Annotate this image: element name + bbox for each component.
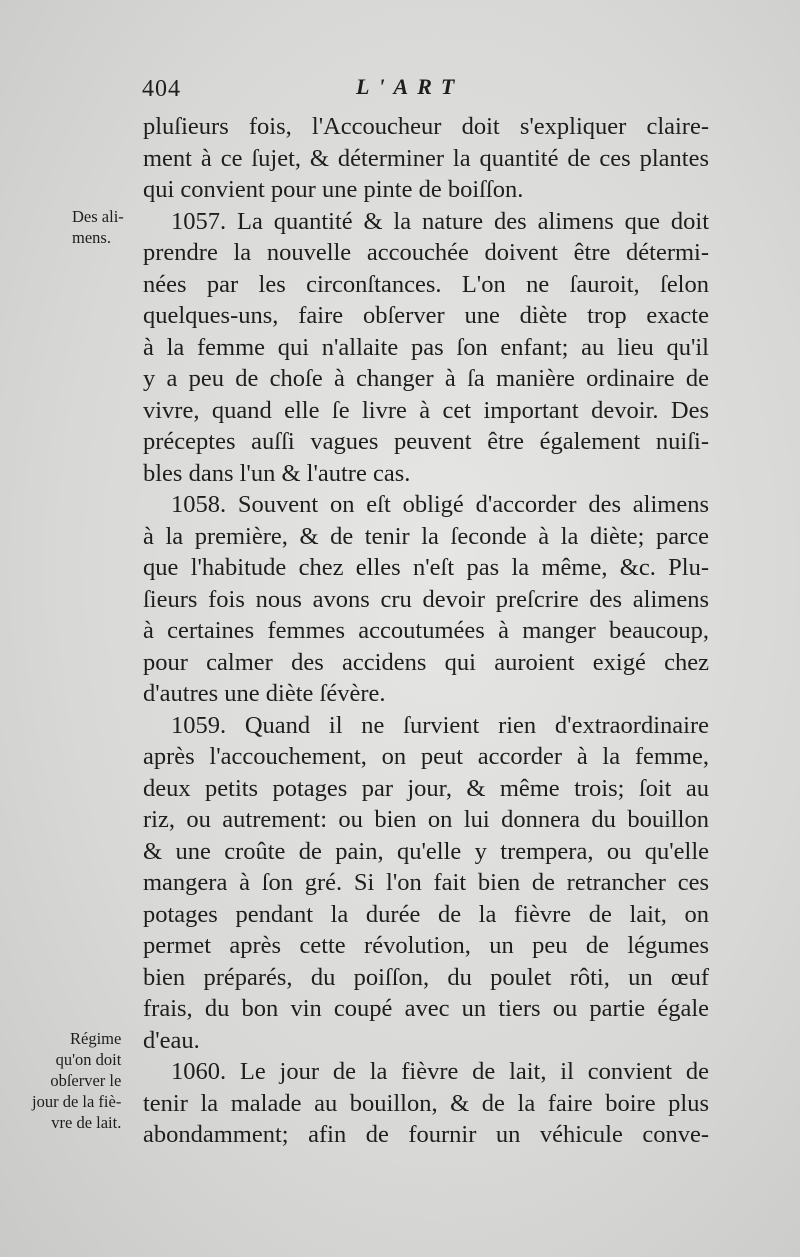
text-line: prendre la nouvelle accouchée doivent être détermi-	[143, 239, 709, 266]
text-line: préceptes auſſi vagues peuvent être également nuiſi-	[143, 428, 709, 455]
margin-note-line: obſerver le	[50, 1071, 122, 1090]
margin-note-des-alimens	[72, 206, 124, 248]
margin-note-regime	[32, 1028, 121, 1133]
margin-note-line: mens.	[72, 228, 111, 247]
page-number: 404	[142, 76, 181, 102]
text-line: permet après cette révolution, un peu de légumes	[143, 932, 709, 959]
text-line: à la première, & de tenir la ſeconde à la diète; parce	[143, 522, 709, 550]
text-line: à la femme qui n'allaite pas ſon enfant; au lieu qu'il	[143, 333, 709, 361]
body-text	[143, 111, 709, 1151]
text-line: potages pendant la durée de la fièvre de lait, on	[143, 900, 709, 928]
text-line: vivre, quand elle ſe livre à cet important devoir. Des	[143, 396, 709, 424]
text-line: y a peu de choſe à changer à ſa manière ordinaire de	[143, 365, 709, 392]
text-line: d'eau.	[143, 1026, 200, 1054]
text-line: tenir la malade au bouillon, & de la faire boire plus	[143, 1089, 709, 1117]
text-line: abondamment; afin de fournir un véhicule conve-	[143, 1121, 709, 1148]
text-line: qui convient pour une pinte de boiſſon.	[143, 176, 524, 203]
text-line: & une croûte de pain, qu'elle y trempera, ou qu'elle	[143, 837, 709, 865]
paragraph-1060-start: 1060. Le jour de la fièvre de lait, il convient de	[171, 1058, 709, 1085]
text-line: pluſieurs fois, l'Accoucheur doit s'expliquer claire-	[143, 113, 709, 140]
text-line: ſieurs fois nous avons cru devoir preſcrire des alimens	[143, 585, 709, 613]
text-line: à certaines femmes accoutumées à manger beaucoup,	[143, 617, 709, 644]
text-line: deux petits potages par jour, & même trois; ſoit au	[143, 774, 709, 802]
paragraph-1059-start: 1059. Quand il ne ſurvient rien d'extraordinaire	[171, 711, 709, 739]
text-line: frais, du bon vin coupé avec un tiers ou partie égale	[143, 995, 709, 1022]
text-line: ment à ce ſujet, & déterminer la quantité de ces plantes	[143, 144, 709, 172]
margin-note-line: jour de la fiè-	[32, 1092, 122, 1111]
paragraph-1058-start: 1058. Souvent on eſt obligé d'accorder des alimens	[171, 491, 709, 518]
text-line: nées par les circonſtances. L'on ne ſauroit, ſelon	[143, 270, 709, 298]
margin-note-line: vre de lait.	[51, 1113, 122, 1132]
text-line: que l'habitude chez elles n'eſt pas la même, &c. Plu-	[143, 554, 709, 581]
text-line: riz, ou autrement: ou bien on lui donnera du bouillon	[143, 806, 709, 833]
text-line: bles dans l'un & l'autre cas.	[143, 459, 411, 487]
text-line: bien préparés, du poiſſon, du poulet rôti, un œuf	[143, 963, 709, 991]
text-line: pour calmer des accidens qui auroient exigé chez	[143, 648, 709, 676]
paragraph-1057-start: 1057. La quantité & la nature des alimens que doit	[171, 207, 709, 235]
running-head: L'ART	[356, 74, 464, 99]
text-line: après l'accouchement, on peut accorder à la femme,	[143, 743, 709, 770]
margin-note-line: Régime	[70, 1029, 122, 1048]
text-line: mangera à ſon gré. Si l'on fait bien de retrancher ces	[143, 869, 709, 896]
text-line: quelques-uns, faire obſerver une diète trop exacte	[143, 302, 709, 329]
margin-note-line: qu'on doit	[55, 1050, 122, 1069]
text-line: d'autres une diète ſévère.	[143, 680, 386, 707]
margin-note-line: Des ali-	[72, 207, 124, 226]
